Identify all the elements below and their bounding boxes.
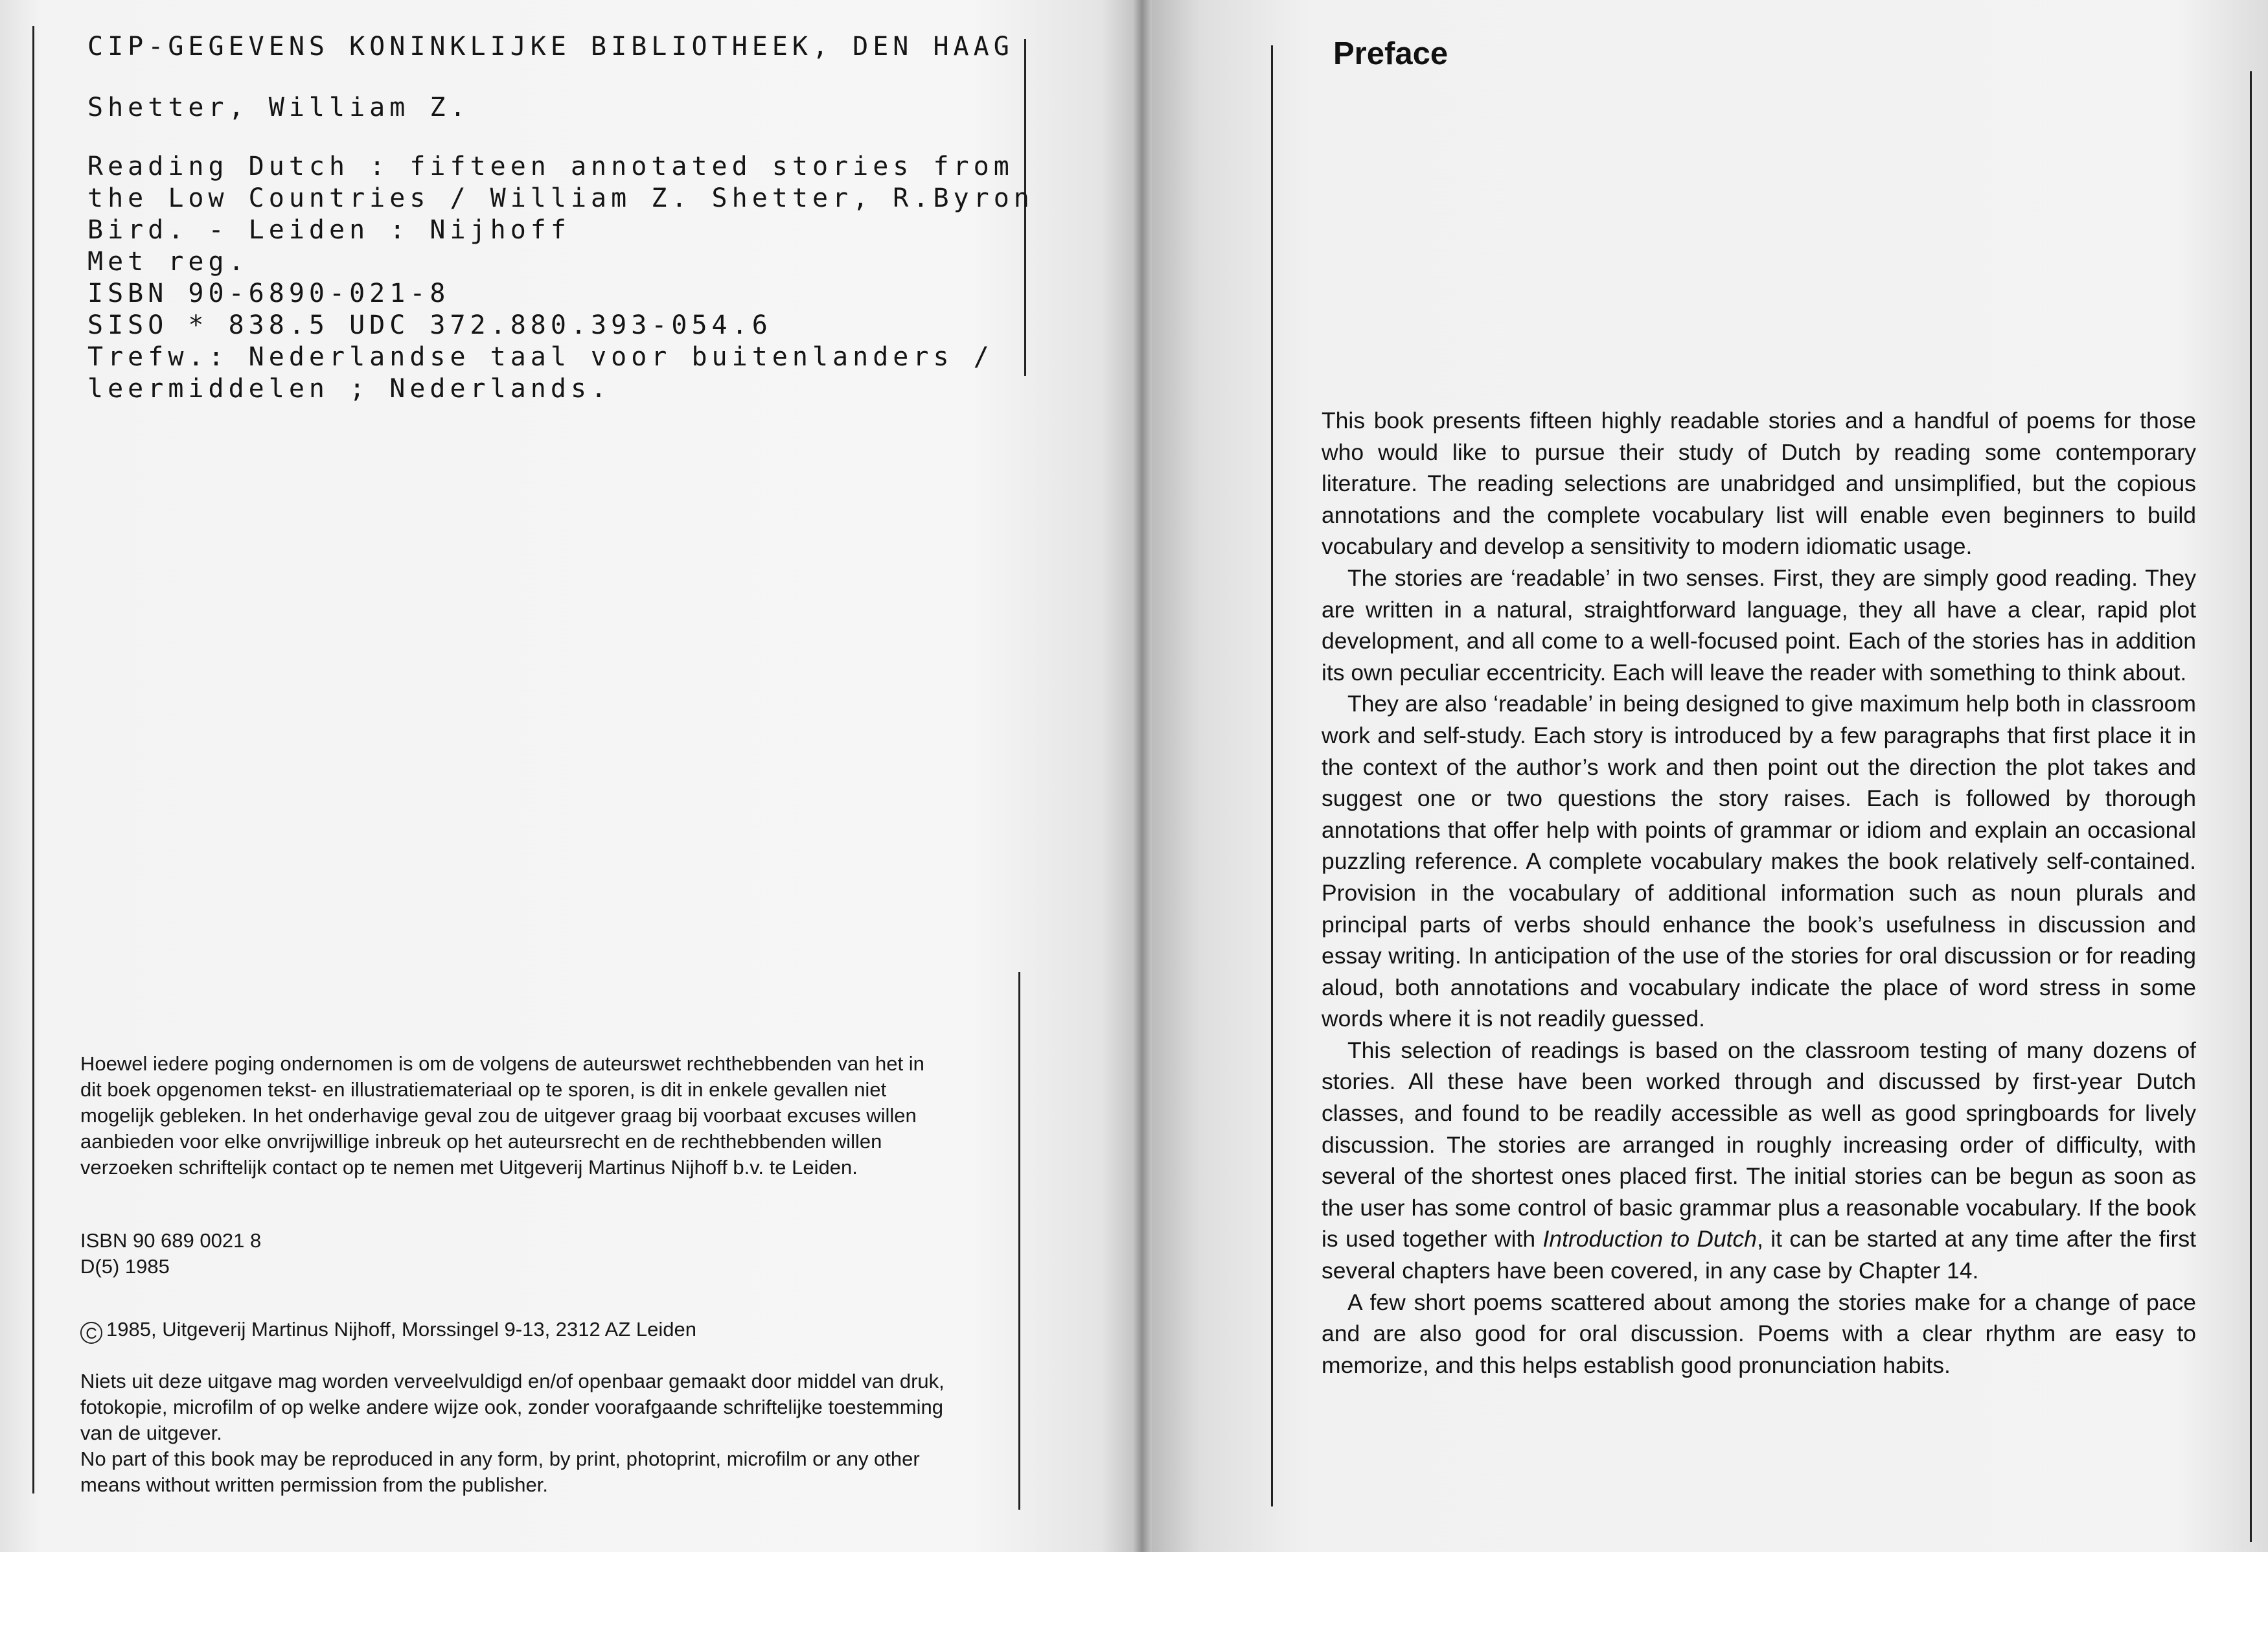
copyright-disclaimer	[80, 1051, 948, 1181]
copyright-icon: C	[80, 1322, 102, 1344]
cip-line: Trefw.: Nederlandse taal voor buitenlanders /	[87, 342, 994, 372]
cip-line: leermiddelen ; Nederlands.	[87, 374, 612, 404]
preface-paragraph: This book presents fifteen highly readable stories and a handful of poems for those who would like to pursue their study of Dutch by reading some contemporary literature. The reading selections are unabridged and unsimplified, but the copious annotations and the complete vocabulary list will enable even beginners to build vocabulary and develop a sensitivity to modern idiomatic usage.	[1322, 408, 2196, 560]
preface-paragraph: They are also ‘readable’ in being designed to give maximum help both in classroom work and self-study. Each story is introduced by a few paragraphs that first place it in the context of the author’s work and then point out the direction the plot takes and suggest one or two questions the story raises. Each is followed by thorough annotations that offer help with points of grammar or idiom and explain an occasional puzzling reference. A complete vocabulary makes the book relatively self-contained. Provision in the vocabulary of additional information such as noun plurals and principal parts of verbs should enhance the book’s usefulness in discussion and essay writing. In anticipation of the use of the stories for oral discussion or for reading aloud, both annotations and vocabulary indicate the place of word stress in some words where it is not readily guessed.	[1322, 691, 2196, 1032]
paragraph-text: This selection of readings is based on the classroom testing of many dozens of stories. All these have been worked through and discussed by first-year Dutch classes, and found to be readily accessible as well as good springboards for lively discussion. The stories are arranged in roughly increasing order of difficulty, with several of the shortest ones placed first. The initial stories can be begun as soon as the user has some control of basic grammar plus a reasonable vocabulary. If the book is used together with	[1322, 1037, 2196, 1252]
rights-dutch: Niets uit deze uitgave mag worden verveelvuldigd en/of openbaar gemaakt door middel van druk, fotokopie, microfilm of op welke andere wijze ook, zonder voorafgaande schriftelijke toestemming van de uitgever.	[80, 1370, 945, 1444]
edition: D(5) 1985	[80, 1255, 170, 1278]
right-margin-rule	[2250, 71, 2252, 1542]
cip-line: SISO * 838.5 UDC 372.880.393-054.6	[87, 310, 772, 340]
isbn: ISBN 90 689 0021 8	[80, 1229, 262, 1252]
page-title: Preface	[1333, 36, 1449, 71]
cip-author: Shetter, William Z.	[87, 93, 470, 122]
cip-header: CIP-GEGEVENS KONINKLIJKE BIBLIOTHEEK, DEN HAAG	[87, 32, 1014, 62]
book-gutter	[1132, 0, 1152, 1552]
preface-body	[1322, 405, 2196, 1381]
copyright-line-text	[80, 1317, 948, 1344]
cip-record	[87, 31, 1059, 405]
cip-line: the Low Countries / William Z. Shetter, R.Byron	[87, 183, 1034, 213]
left-page	[0, 0, 1141, 1552]
rights-notice	[80, 1368, 948, 1498]
cip-line: Met reg.	[87, 247, 249, 277]
cip-line: Bird. - Leiden : Nijhoff	[87, 215, 571, 245]
paragraph-tail: , it can be started at any time after the first several chapters have been covered, in any case by Chapter 14.	[1322, 1226, 2196, 1284]
copyright-text: 1985, Uitgeverij Martinus Nijhoff, Morssingel 9-13, 2312 AZ Leiden	[106, 1318, 696, 1341]
left-margin-rule	[1271, 45, 1273, 1506]
rights-english: No part of this book may be reproduced in any form, by print, photoprint, microfilm or any other means without written permission from the publisher.	[80, 1447, 920, 1496]
cip-line: Reading Dutch : fifteen annotated stories from	[87, 152, 1014, 181]
book-title-reference: Introduction to Dutch	[1542, 1226, 1758, 1252]
isbn-block	[80, 1228, 948, 1280]
left-margin-rule	[32, 26, 34, 1493]
cip-line: ISBN 90-6890-021-8	[87, 279, 450, 308]
preface-paragraph: A few short poems scattered about among the stories make for a change of pace and are also good for oral discussion. Poems with a clear rhythm are easy to memorize, and this helps establish good pronunciation habits.	[1322, 1289, 2196, 1378]
preface-paragraph	[1322, 1035, 2196, 1287]
right-margin-rule-lower	[1018, 972, 1020, 1510]
copyright-line	[80, 1317, 948, 1344]
preface-paragraph: The stories are ‘readable’ in two senses. First, they are simply good reading. They are written in a natural, straightforward language, they all have a clear, rapid plot development, and all come to a well-focused point. Each of the stories has in addition its own peculiar eccentricity. Each will leave the reader with something to think about.	[1322, 564, 2196, 686]
disclaimer-text: Hoewel iedere poging ondernomen is om de volgens de auteurswet rechthebbenden van het in dit boek opgenomen tekst- en illustratiemateriaal op te sporen, is dit in enkele gevallen niet mogelijk gebleken. In het onderhavige geval zou de uitgever graag bij voorbaat excuses willen aanbieden voor elke onvrijwillige inbreuk op het auteursrecht en de rechthebbenden willen verzoeken schriftelijk contact op te nemen met Uitgeverij Martinus Nijhoff b.v. te Leiden.	[80, 1052, 924, 1179]
